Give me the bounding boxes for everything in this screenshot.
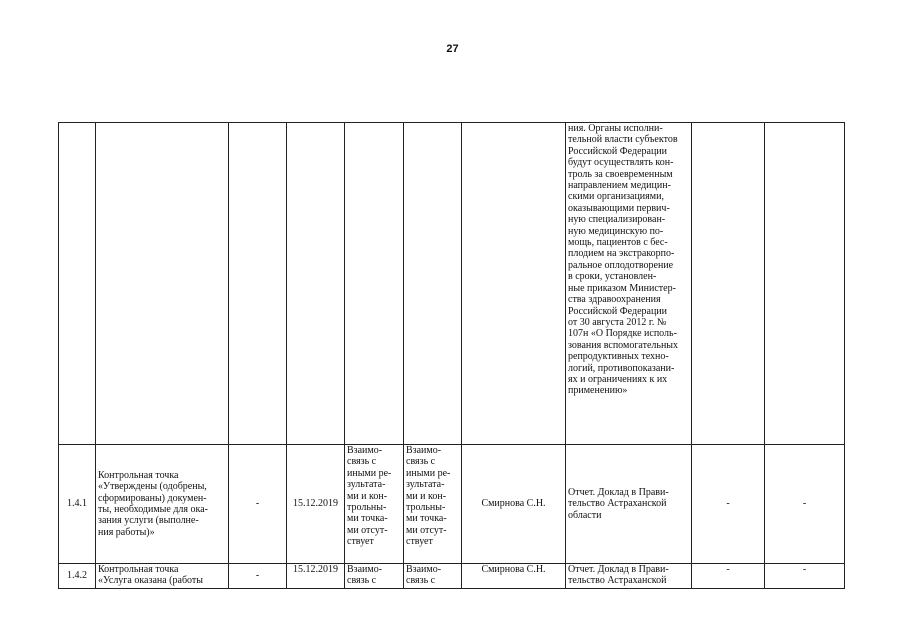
page-number: 27 xyxy=(446,43,459,55)
cell-end xyxy=(287,123,345,445)
table-row xyxy=(59,123,845,445)
successor: Взаимо- связь с xyxy=(404,564,462,589)
end-date: 15.12.2019 xyxy=(287,445,345,564)
successor: Взаимо- связь с иными ре- зультата- ми и кон- трольны- ми точка- ми отсут- ствует xyxy=(404,445,462,564)
extra: - xyxy=(765,445,845,564)
predecessor: Взаимо- связь с иными ре- зультата- ми и кон- трольны- ми точка- ми отсут- ствует xyxy=(345,445,404,564)
predecessor: Взаимо- связь с xyxy=(345,564,404,589)
cell-start xyxy=(229,123,287,445)
plan-table xyxy=(58,122,845,589)
responsible: Смирнова С.Н. xyxy=(462,445,566,564)
cell-name xyxy=(96,123,229,445)
cell-responsible xyxy=(462,123,566,445)
document: Отчет. Доклад в Прави- тельство Астраханской области xyxy=(566,445,692,564)
end-date: 15.12.2019 xyxy=(287,564,345,589)
start-date: - xyxy=(229,564,287,589)
level: - xyxy=(692,564,765,589)
cell-extra xyxy=(765,123,845,445)
start-date: - xyxy=(229,445,287,564)
cell-doc: ния. Органы исполни- тельной власти субъектов Российской Федерации будут осуществлять кон- троль за своевременным направлением медицин- скими организациями, оказывающими первич- ную специализирован- ную медицинскую по- мощь, пациентов с бес- плодием на экстракорпо- ральное оплодотворение в сроки, установлен- ные приказом Министер- ства здравоохранения Российской Федерации от 30 августа 2012 г. № 107н «О Порядке исполь- зования вспомогательных репродуктивных техно- логий, противопоказани- ях и ограничениях к их применению» xyxy=(566,123,692,445)
table-row xyxy=(59,445,845,564)
responsible: Смирнова С.Н. xyxy=(462,564,566,589)
level: - xyxy=(692,445,765,564)
cell-next xyxy=(404,123,462,445)
control-point-name: Контрольная точка «Услуга оказана (работы xyxy=(96,564,229,589)
row-number: 1.4.1 xyxy=(59,445,96,564)
document: Отчет. Доклад в Прави- тельство Астраханской xyxy=(566,564,692,589)
control-point-name: Контрольная точка «Утверждены (одобрены, сформированы) докумен- ты, необходимые для ока- зания услуги (выполне- ния работы)» xyxy=(96,445,229,564)
cell-prev xyxy=(345,123,404,445)
cell-num xyxy=(59,123,96,445)
cell-level xyxy=(692,123,765,445)
extra: - xyxy=(765,564,845,589)
row-number: 1.4.2 xyxy=(59,564,96,589)
table-row xyxy=(59,564,845,589)
